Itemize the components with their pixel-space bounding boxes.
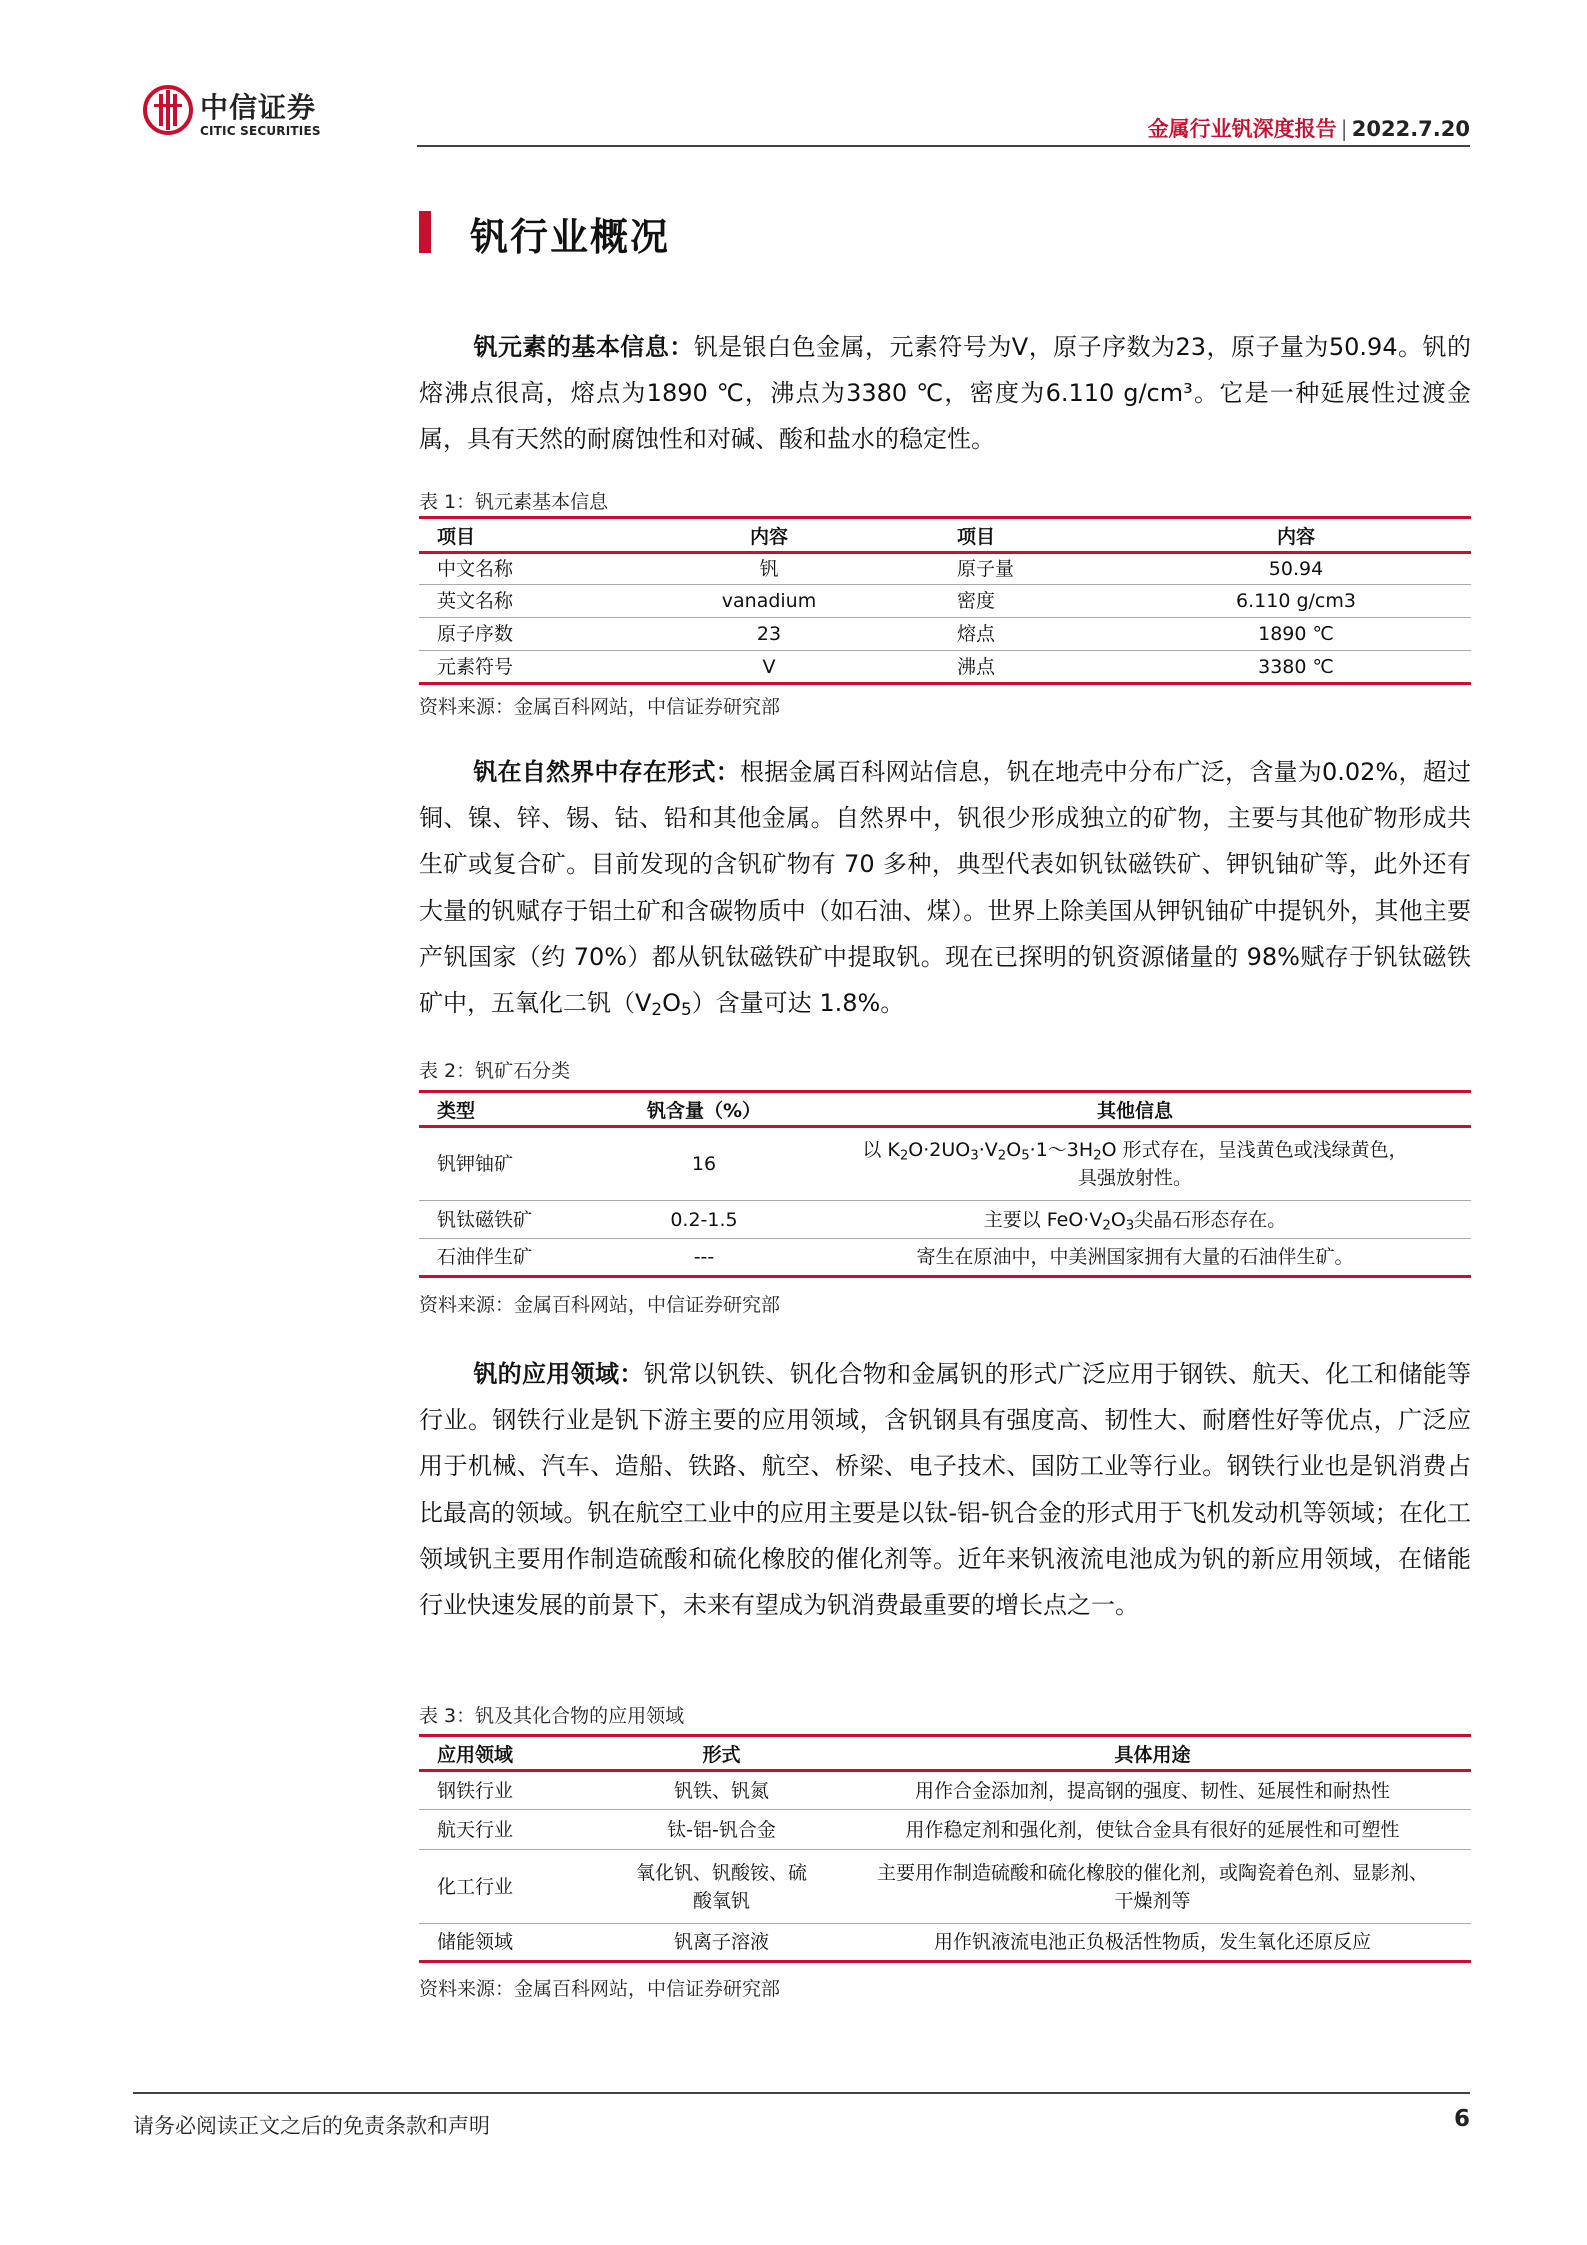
table-cell: --- bbox=[609, 1239, 799, 1277]
table-row bbox=[419, 1239, 1471, 1277]
table-row bbox=[419, 553, 1471, 585]
cell-text: 尖晶石形态存在。 bbox=[1134, 1208, 1287, 1231]
paragraph-natural-forms bbox=[419, 749, 1471, 1026]
logo-chinese-name: 中信证券 bbox=[200, 91, 317, 124]
paragraph-applications bbox=[419, 1351, 1471, 1628]
header-separator: | bbox=[1340, 117, 1348, 141]
table-caption: 表 3：钒及其化合物的应用领域 bbox=[419, 1705, 685, 1727]
subscript: 5 bbox=[1021, 1148, 1030, 1164]
report-title: 金属行业钒深度报告 bbox=[1147, 117, 1337, 141]
table-header: 钒含量（%） bbox=[609, 1092, 799, 1127]
cell-text: ·V bbox=[978, 1139, 998, 1161]
table-cell: 50.94 bbox=[1121, 553, 1471, 585]
paragraph-lead: 钒在自然界中存在形式： bbox=[473, 758, 740, 786]
table-cell: 1890 ℃ bbox=[1121, 618, 1471, 651]
table-cell bbox=[799, 1201, 1471, 1239]
table-header: 内容 bbox=[1121, 518, 1471, 553]
table-header: 项目 bbox=[939, 518, 1121, 553]
cell-text: 以 K bbox=[862, 1139, 900, 1161]
cell-text: ·1～3H bbox=[1029, 1139, 1094, 1161]
page-number: 6 bbox=[1453, 2106, 1470, 2132]
paragraph-text: ）含量可达 1.8%。 bbox=[691, 989, 905, 1018]
table-cell: 16 bbox=[609, 1127, 799, 1201]
table-cell: 寄生在原油中，中美洲国家拥有大量的石油伴生矿。 bbox=[799, 1239, 1471, 1277]
table-caption: 表 2：钒矿石分类 bbox=[419, 1060, 571, 1082]
table-cell: 航天行业 bbox=[419, 1810, 609, 1850]
element-info-table bbox=[419, 516, 1471, 685]
subscript: 2 bbox=[1102, 1217, 1111, 1233]
report-date: 2022.7.20 bbox=[1351, 117, 1470, 141]
table-cell: 钒铁、钒氮 bbox=[609, 1771, 834, 1810]
cell-text: O·2UO bbox=[908, 1139, 971, 1161]
citic-logo-icon bbox=[142, 84, 194, 136]
table-cell: 中文名称 bbox=[419, 553, 599, 585]
subscript: 2 bbox=[899, 1148, 909, 1164]
table-cell: 钒离子溶液 bbox=[609, 1924, 834, 1962]
table-cell: 熔点 bbox=[939, 618, 1121, 651]
table-cell bbox=[834, 1850, 1471, 1924]
table-cell: 原子序数 bbox=[419, 618, 599, 651]
table-header: 应用领域 bbox=[419, 1736, 609, 1771]
section-title: 钒行业概况 bbox=[470, 215, 671, 259]
table-header: 项目 bbox=[419, 518, 599, 553]
table-row bbox=[419, 585, 1471, 618]
table-header: 内容 bbox=[599, 518, 939, 553]
cell-text: 具强放射性。 bbox=[1077, 1167, 1192, 1189]
table-row bbox=[419, 1810, 1471, 1850]
subscript: 5 bbox=[681, 999, 692, 1020]
table-header: 其他信息 bbox=[799, 1092, 1471, 1127]
table-source: 资料来源：金属百科网站，中信证券研究部 bbox=[419, 1978, 781, 2000]
table-cell bbox=[609, 1850, 834, 1924]
table-cell: 钢铁行业 bbox=[419, 1771, 609, 1810]
table-cell: 钒钛磁铁矿 bbox=[419, 1201, 609, 1239]
footer-disclaimer: 请务必阅读正文之后的免责条款和声明 bbox=[133, 2114, 490, 2138]
table-row bbox=[419, 1771, 1471, 1810]
table-cell: 元素符号 bbox=[419, 651, 599, 684]
table-cell: vanadium bbox=[599, 585, 939, 618]
paragraph-text: 根据金属百科网站信息，钒在地壳中分布广泛，含量为0.02%，超过铜、镍、锌、锡、钴、铅和其他金属。自然界中，钒很少形成独立的矿物，主要与其他矿物形成共生矿或复合矿。目前发现的含钒矿物有 70 多种，典型代表如钒钛磁铁矿、钾钒铀矿等，此外还有大量的钒赋存于铝土矿和含碳物质中（如石油、煤）。世界上除美国从钾钒铀矿中提钒外，其他主要产钒国家（约 70%）都从钒钛磁铁矿中提取钒。现在已探明的钒资源储量的 98%赋存于钒钛磁铁矿中，五氧化二钒（V bbox=[419, 758, 1471, 1018]
table-cell: 英文名称 bbox=[419, 585, 599, 618]
subscript: 2 bbox=[997, 1148, 1007, 1164]
table-cell: 用作稳定剂和强化剂，使钛合金具有很好的延展性和可塑性 bbox=[834, 1810, 1471, 1850]
paragraph-lead: 钒元素的基本信息： bbox=[473, 333, 694, 361]
table-header: 形式 bbox=[609, 1736, 834, 1771]
report-header bbox=[1148, 113, 1470, 143]
table-cell: 3380 ℃ bbox=[1121, 651, 1471, 684]
table-header: 具体用途 bbox=[834, 1736, 1471, 1771]
table-cell: 0.2-1.5 bbox=[609, 1201, 799, 1239]
table-row bbox=[419, 651, 1471, 684]
subscript: 2 bbox=[651, 999, 663, 1020]
paragraph-text: O bbox=[662, 989, 681, 1018]
applications-table bbox=[419, 1734, 1471, 1963]
paragraph-basic-info bbox=[419, 324, 1471, 463]
subscript: 3 bbox=[970, 1148, 979, 1164]
table-cell: 用作钒液流电池正负极活性物质，发生氧化还原反应 bbox=[834, 1924, 1471, 1962]
header-divider bbox=[417, 145, 1470, 147]
table-header: 类型 bbox=[419, 1092, 609, 1127]
table-cell: 储能领域 bbox=[419, 1924, 609, 1962]
cell-text: 主要以 FeO·V bbox=[983, 1208, 1103, 1231]
ore-classification-table bbox=[419, 1090, 1471, 1278]
table-cell: 钛-铝-钒合金 bbox=[609, 1810, 834, 1850]
table-row bbox=[419, 1924, 1471, 1962]
table-cell: 原子量 bbox=[939, 553, 1121, 585]
cell-text: O bbox=[1110, 1208, 1126, 1231]
table-row bbox=[419, 1201, 1471, 1239]
table-cell: V bbox=[599, 651, 939, 684]
table-row bbox=[419, 1850, 1471, 1924]
table-row bbox=[419, 1127, 1471, 1201]
table-cell: 钒钾铀矿 bbox=[419, 1127, 609, 1201]
table-cell: 化工行业 bbox=[419, 1850, 609, 1924]
table-source: 资料来源：金属百科网站，中信证券研究部 bbox=[419, 696, 781, 718]
section-marker bbox=[419, 211, 431, 253]
subscript: 3 bbox=[1125, 1217, 1135, 1233]
paragraph-lead: 钒的应用领域： bbox=[473, 1360, 644, 1388]
cell-text: 主要用作制造硫酸和硫化橡胶的催化剂，或陶瓷着色剂、显影剂、 bbox=[876, 1861, 1428, 1884]
cell-text: O 形式存在，呈浅黄色或浅绿黄色， bbox=[1101, 1139, 1408, 1161]
table-caption: 表 1：钒元素基本信息 bbox=[419, 491, 609, 513]
logo-english-name: CITIC SECURITIES bbox=[200, 124, 321, 138]
table-cell bbox=[799, 1127, 1471, 1201]
table-cell: 用作合金添加剂，提高钢的强度、韧性、延展性和耐热性 bbox=[834, 1771, 1471, 1810]
table-cell: 石油伴生矿 bbox=[419, 1239, 609, 1277]
table-cell: 钒 bbox=[599, 553, 939, 585]
cell-text: 酸氧钒 bbox=[692, 1889, 750, 1912]
cell-text: O bbox=[1006, 1139, 1022, 1161]
table-source: 资料来源：金属百科网站，中信证券研究部 bbox=[419, 1294, 781, 1316]
table-cell: 密度 bbox=[939, 585, 1121, 618]
paragraph-text: 钒常以钒铁、钒化合物和金属钒的形式广泛应用于钢铁、航天、化工和储能等行业。钢铁行业是钒下游主要的应用领域，含钒钢具有强度高、韧性大、耐磨性好等优点，广泛应用于机械、汽车、造船、铁路、航空、桥梁、电子技术、国防工业等行业。钢铁行业也是钒消费占比最高的领域。钒在航空工业中的应用主要是以钛-铝-钒合金的形式用于飞机发动机等领域；在化工领域钒主要用作制造硫酸和硫化橡胶的催化剂等。近年来钒液流电池成为钒的新应用领域，在储能行业快速发展的前景下，未来有望成为钒消费最重要的增长点之一。 bbox=[419, 1360, 1472, 1620]
subscript: 2 bbox=[1093, 1148, 1102, 1164]
paragraph-text: 钒是银白色金属，元素符号为V，原子序数为23，原子量为50.94。钒的熔沸点很高，熔点为1890 ℃，沸点为3380 ℃，密度为6.110 g/cm³。它是一种延展性过渡金属，具有天然的耐腐蚀性和对碱、酸和盐水的稳定性。 bbox=[419, 333, 1471, 454]
table-cell: 6.110 g/cm3 bbox=[1121, 585, 1471, 618]
footer-divider bbox=[133, 2092, 1470, 2094]
table-cell: 沸点 bbox=[939, 651, 1121, 684]
cell-text: 干燥剂等 bbox=[1114, 1889, 1191, 1912]
table-cell: 23 bbox=[599, 618, 939, 651]
cell-text: 氧化钒、钒酸铵、硫 bbox=[635, 1861, 807, 1884]
table-row bbox=[419, 618, 1471, 651]
